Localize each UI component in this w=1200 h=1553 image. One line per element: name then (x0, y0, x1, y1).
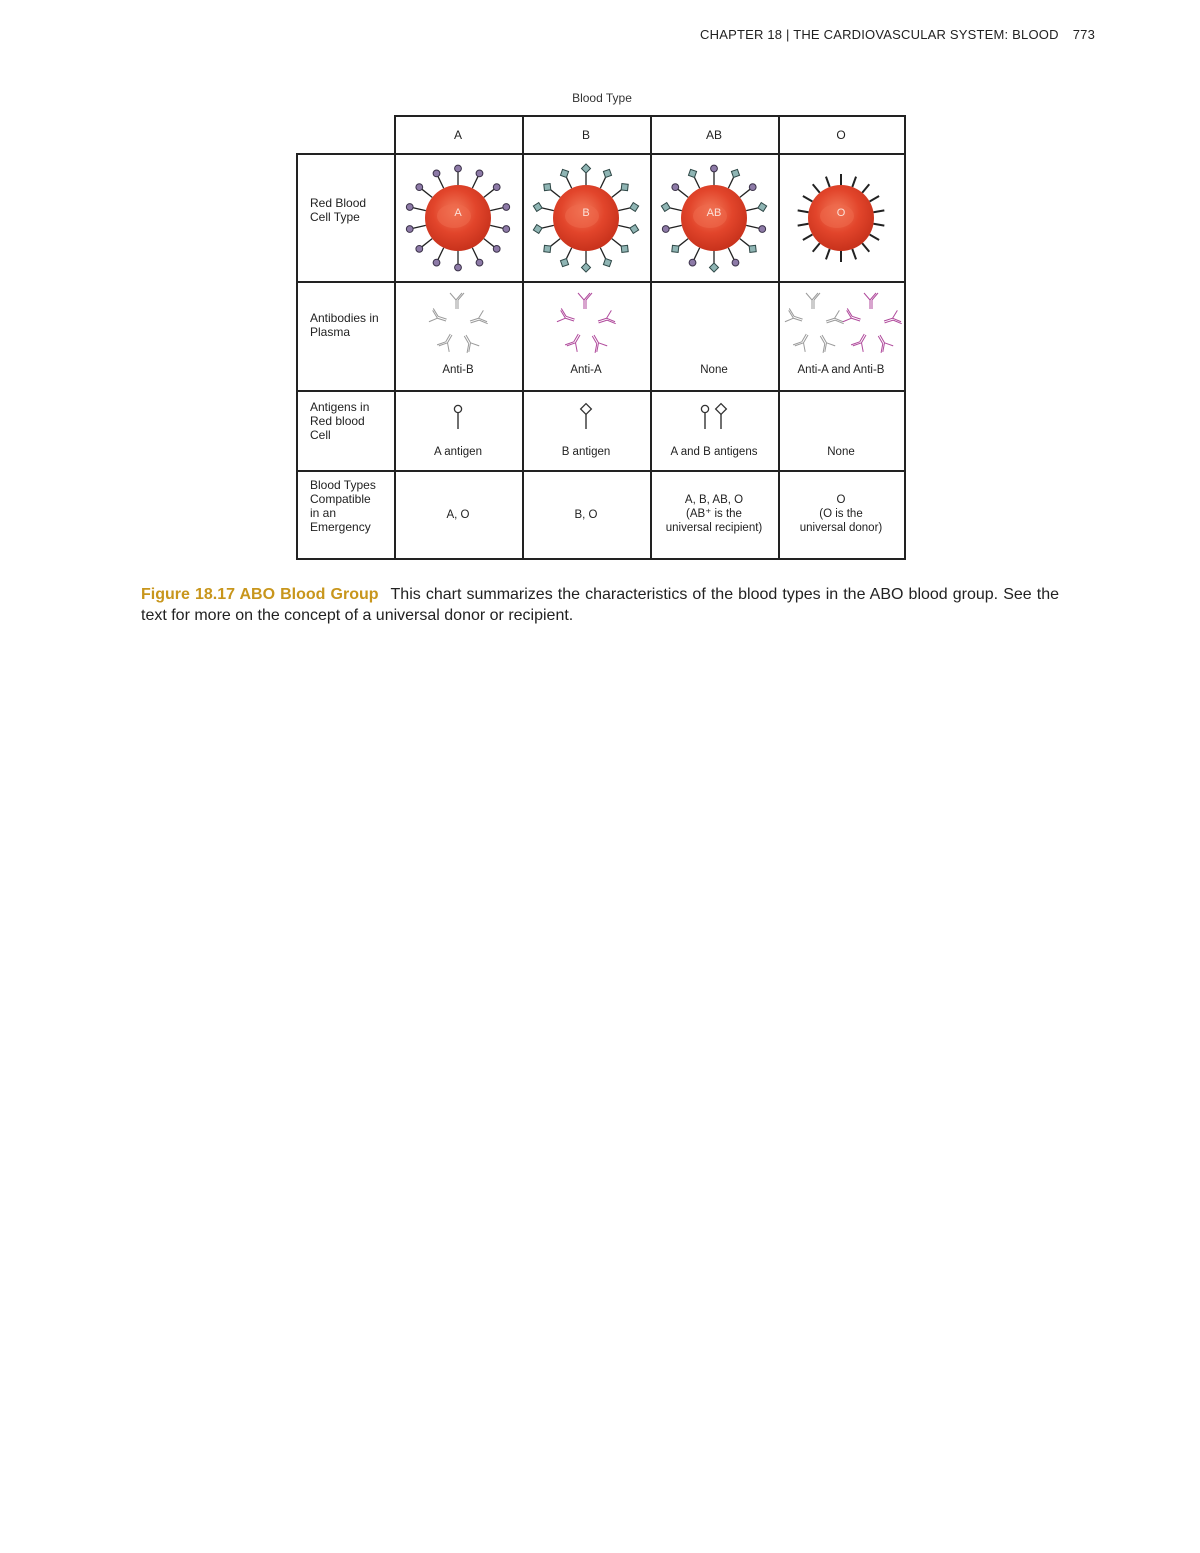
compatible-a (394, 508, 522, 522)
row-header-rbc (296, 196, 391, 236)
row-header-antibodies (296, 311, 391, 351)
compatible-b-line-1: B, O (574, 509, 598, 521)
rbc-label-a: A (454, 207, 462, 219)
antigen-b: B antigen (561, 446, 611, 458)
antibody-anti-b-icon (429, 293, 488, 353)
antigen-b-icon (581, 404, 592, 429)
rbc-label-ab: AB (706, 207, 722, 219)
column-header-ab: AB (705, 128, 722, 142)
antigen-ab-icons (701, 404, 726, 429)
row-header-rbc-text: Red Blood Cell Type (310, 196, 367, 224)
compatible-o (778, 493, 904, 535)
row-header-compatible (296, 478, 391, 548)
compatible-b (522, 508, 650, 522)
antigen-a-icon (454, 405, 461, 429)
column-header-a: A (453, 128, 462, 142)
compatible-o-line-3: universal donor) (799, 522, 883, 534)
blood-type-table (296, 86, 908, 562)
figure-caption (141, 584, 1059, 626)
antibody-o-anti-a-icon (843, 293, 902, 353)
row-header-antigens-text: Antigens in Red blood Cell (310, 400, 370, 442)
chapter-title: CHAPTER 18 | THE CARDIOVASCULAR SYSTEM: BLOOD (700, 27, 1059, 42)
page-number: 773 (1072, 27, 1095, 42)
antibody-illustrations (394, 283, 906, 363)
figure-caption-text: This chart summarizes the characteristics of the blood types in the ABO blood group. See the text for more on the concept of a universal donor or recipient. (141, 586, 1059, 624)
figure-label: Figure 18.17 ABO Blood Group (141, 586, 379, 603)
antigen-ab: A and B antigens (670, 446, 758, 458)
row-header-antibodies-text: Antibodies in Plasma (310, 311, 379, 339)
compatible-ab (650, 493, 778, 535)
compatible-a-line-1: A, O (446, 509, 470, 521)
antibody-o: Anti-A and Anti-B (797, 364, 885, 376)
compatible-o-line-2: (O is the (819, 508, 863, 520)
antibody-b: Anti-A (570, 364, 602, 376)
antibody-anti-a-icon (557, 293, 616, 353)
compatible-ab-line-3: universal recipient) (665, 522, 763, 534)
rbc-label-b: B (582, 207, 590, 219)
antigen-a: A antigen (434, 446, 482, 458)
column-header-o: O (836, 128, 846, 142)
compatible-ab-line-1: A, B, AB, O (684, 494, 744, 506)
antigen-illustrations (394, 392, 906, 442)
table-title: Blood Type (572, 91, 632, 105)
row-header-compatible-text: Blood Types Compatible in an Emergency (310, 478, 376, 534)
antibody-o-anti-b-icon (785, 293, 844, 353)
row-header-antigens (296, 400, 391, 450)
compatible-o-line-1: O (836, 494, 846, 506)
running-head (700, 27, 1095, 42)
compatible-ab-line-2: (AB⁺ is the (686, 508, 742, 520)
antibody-a: Anti-B (442, 364, 474, 376)
antibody-ab: None (700, 364, 728, 376)
column-header-b: B (581, 128, 590, 142)
antigen-o: None (827, 446, 855, 458)
rbc-label-o: O (836, 207, 846, 219)
